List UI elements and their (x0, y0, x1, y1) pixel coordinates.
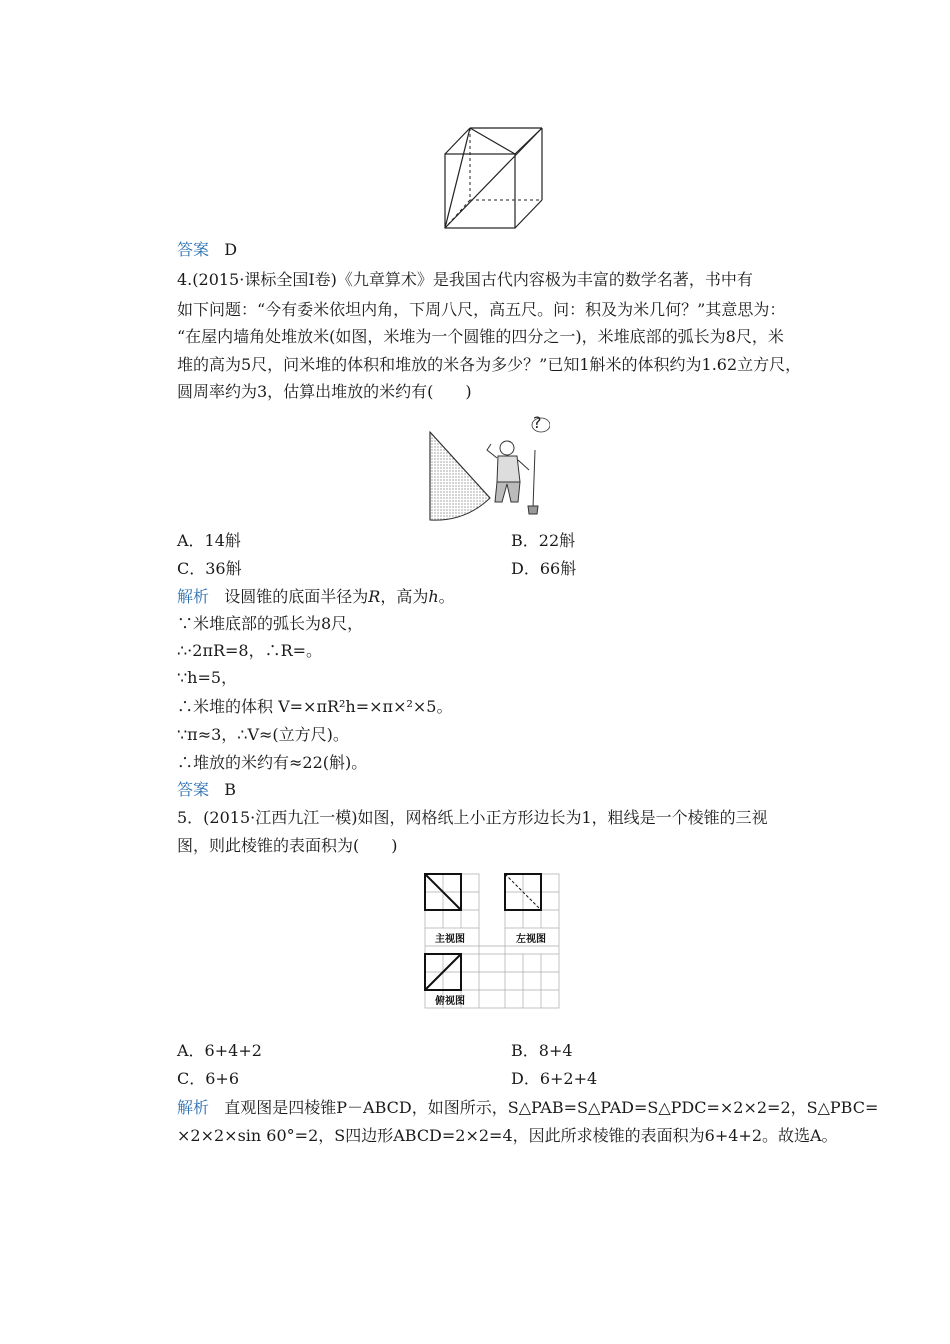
sol-text: 设圆锥的底面半径为 (224, 587, 369, 606)
analysis-label: 解析 (177, 1098, 210, 1117)
q5-line1: 5．(2015·江西九江一模)如图，网格纸上小正方形边长为1，粗线是一个棱锥的三视 (177, 808, 768, 827)
side-view-label: 左视图 (516, 934, 546, 945)
q4-option-c: C．36斛 (177, 559, 242, 578)
top-view-label: 俯视图 (435, 996, 465, 1007)
q4-option-d: D．66斛 (511, 559, 577, 578)
q5-solution-1 (177, 1098, 878, 1118)
var-h: h (428, 587, 439, 606)
q4-line3: “在屋内墙角处堆放米(如图，米堆为一个圆锥的四分之一)，米堆底部的弧长为8尺，米 (177, 327, 784, 346)
q4-line5: 圆周率约为3，估算出堆放的米约有( ) (177, 382, 472, 401)
cube-figure (440, 124, 544, 232)
three-views-figure (423, 872, 561, 1012)
answer-label: 答案 (177, 780, 210, 799)
answer-value: D (224, 240, 238, 259)
q4-option-b: B．22斛 (511, 531, 576, 550)
rice-pile-figure (425, 410, 550, 522)
front-view-label: 主视图 (435, 934, 465, 945)
q4-solution-3: ∴·2πR=8，∴R=。 (177, 641, 323, 660)
q5-option-c: C．6+6 (177, 1069, 240, 1088)
q5-solution-2: ×2×2×sin 60°=2，S四边形ABCD=2×2=4，因此所求棱锥的表面积为6+4+2。故选A。 (177, 1126, 838, 1145)
q5-option-a: A．6+4+2 (177, 1041, 262, 1060)
sol-text: 直观图是四棱锥P－ABCD，如图所示，S△PAB=S△PAD=S△PDC=×2×2=2，S△PBC= (224, 1098, 879, 1117)
q4-solution-2: ∵米堆底部的弧长为8尺， (177, 614, 364, 633)
q4-option-a: A．14斛 (177, 531, 241, 550)
q4-solution-7: ∴堆放的米约有≈22(斛)。 (177, 753, 368, 772)
q4-answer (177, 780, 236, 800)
q3-answer (177, 240, 237, 260)
q4-solution-1 (177, 587, 455, 607)
q4-line4: 堆的高为5尺，问米堆的体积和堆放的米各为多少？”已知1斛米的体积约为1.62立方尺， (177, 355, 802, 374)
analysis-label: 解析 (177, 587, 210, 606)
q5-option-d: D．6+2+4 (511, 1069, 598, 1088)
q4-solution-4: ∵h=5， (177, 668, 238, 687)
sol-text: 。 (438, 587, 455, 606)
svg-text:?: ? (533, 413, 542, 432)
q5-line2: 图，则此棱锥的表面积为( ) (177, 836, 398, 855)
answer-label: 答案 (177, 240, 210, 259)
q4-line1: 4.(2015·课标全国Ⅰ卷)《九章算术》是我国古代内容极为丰富的数学名著，书中有 (177, 270, 753, 289)
q4-solution-5: ∴米堆的体积 V=×πR²h=×π×²×5。 (177, 697, 453, 716)
sol-text: ，高为 (380, 587, 429, 606)
var-r: R (368, 587, 381, 606)
q5-option-b: B．8+4 (511, 1041, 573, 1060)
q4-solution-6: ∵π≈3，∴V≈(立方尺)。 (177, 725, 349, 744)
q4-line2: 如下问题：“今有委米依坦内角，下周八尺，高五尺。问：积及为米几何？”其意思为： (177, 300, 786, 319)
answer-value: B (224, 780, 237, 799)
